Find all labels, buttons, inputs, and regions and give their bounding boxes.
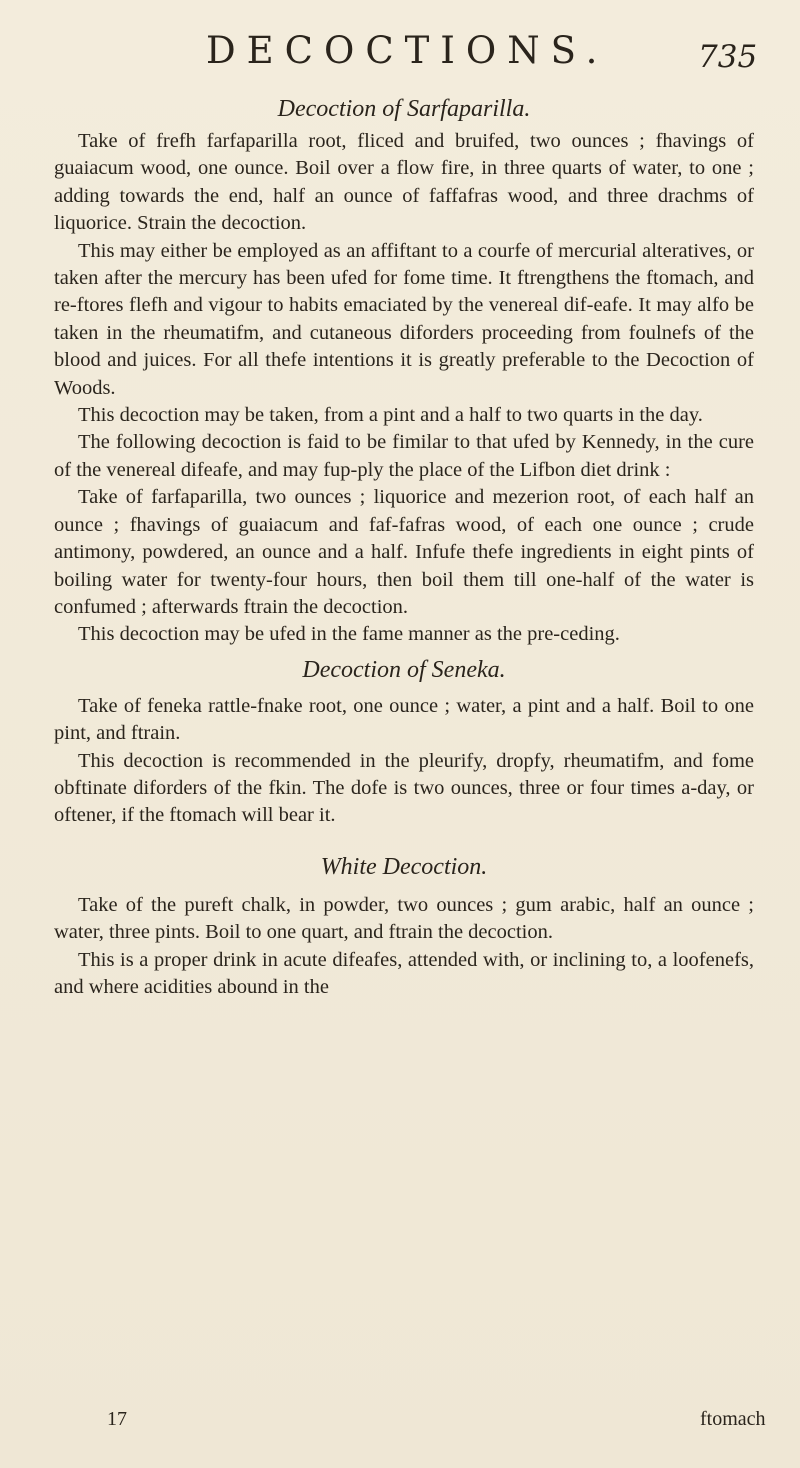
section-seneka [54, 653, 754, 830]
section-heading: White Decoction. [320, 853, 488, 880]
section-sarsaparilla [54, 92, 754, 649]
page-number: 735 [698, 39, 758, 75]
page-header [0, 26, 800, 76]
section-white-decoction [54, 850, 754, 1002]
paragraph: Take of the pureft chalk, in powder, two ounces ; gum arabic, half an ounce ; water, three pints. Boil to one quart, and ftrain the decoction. [54, 893, 754, 944]
running-title: DECOCTIONS. [206, 29, 609, 72]
section-heading: Decoction of Sarfaparilla. [277, 96, 531, 122]
page-footer [0, 1408, 800, 1438]
paragraph: This is a proper drink in acute difeafes, attended with, or inclining to, a loofenefs, and where acidities abound in the [54, 948, 754, 998]
paragraph: The following decoction is faid to be fimilar to that ufed by Kennedy, in the cure of the venereal difeafe, and may fup-ply the place of the Lifbon diet drink : [54, 431, 754, 481]
paragraph: This decoction is recommended in the pleurify, dropfy, rheumatifm, and fome obftinate diforders of the fkin. The dofe is two ounces, three or four times a-day, or oftener, if the ftomach will bear it. [54, 749, 754, 827]
page-body [54, 92, 754, 1001]
paragraph: This decoction may be ufed in the fame manner as the pre-ceding. [78, 623, 620, 646]
signature-mark: 17 [107, 1408, 127, 1430]
paragraph: This decoction may be taken, from a pint and a half to two quarts in the day. [78, 404, 703, 427]
paragraph: Take of feneka rattle-fnake root, one ounce ; water, a pint and a half. Boil to one pint, and ftrain. [54, 694, 754, 745]
section-heading: Decoction of Seneka. [302, 656, 506, 683]
paragraph: Take of farfaparilla, two ounces ; liquorice and mezerion root, of each half an ounce ; fhavings of guaiacum and faf-fafras wood, of each one ounce ; crude antimony, powdered, an ounce and a half. Infufe thefe ingredients in eight pints of boiling water for twenty-four hours, then boil them till one-half of the water is confumed ; afterwards ftrain the decoction. [54, 486, 754, 618]
paragraph: This may either be employed as an affiftant to a courfe of mercurial alteratives, or taken after the mercury has been ufed for fome time. It ftrengthens the ftomach, and re-ftores flefh and vigour to habits emaciated by the venereal dif-eafe. It may alfo be taken in the rheumatifm, and cutaneous diforders proceeding from foulnefs of the blood and juices. For all thefe intentions it is greatly preferable to the Decoction of Woods. [54, 239, 754, 399]
paragraph: Take of frefh farfaparilla root, fliced and bruifed, two ounces ; fhavings of guaiacum wood, one ounce. Boil over a flow fire, in three quarts of water, to one ; adding towards the end, half an ounce of faffafras wood, and three drachms of liquorice. Strain the decoction. [54, 130, 754, 235]
catchword: ftomach [700, 1408, 766, 1430]
